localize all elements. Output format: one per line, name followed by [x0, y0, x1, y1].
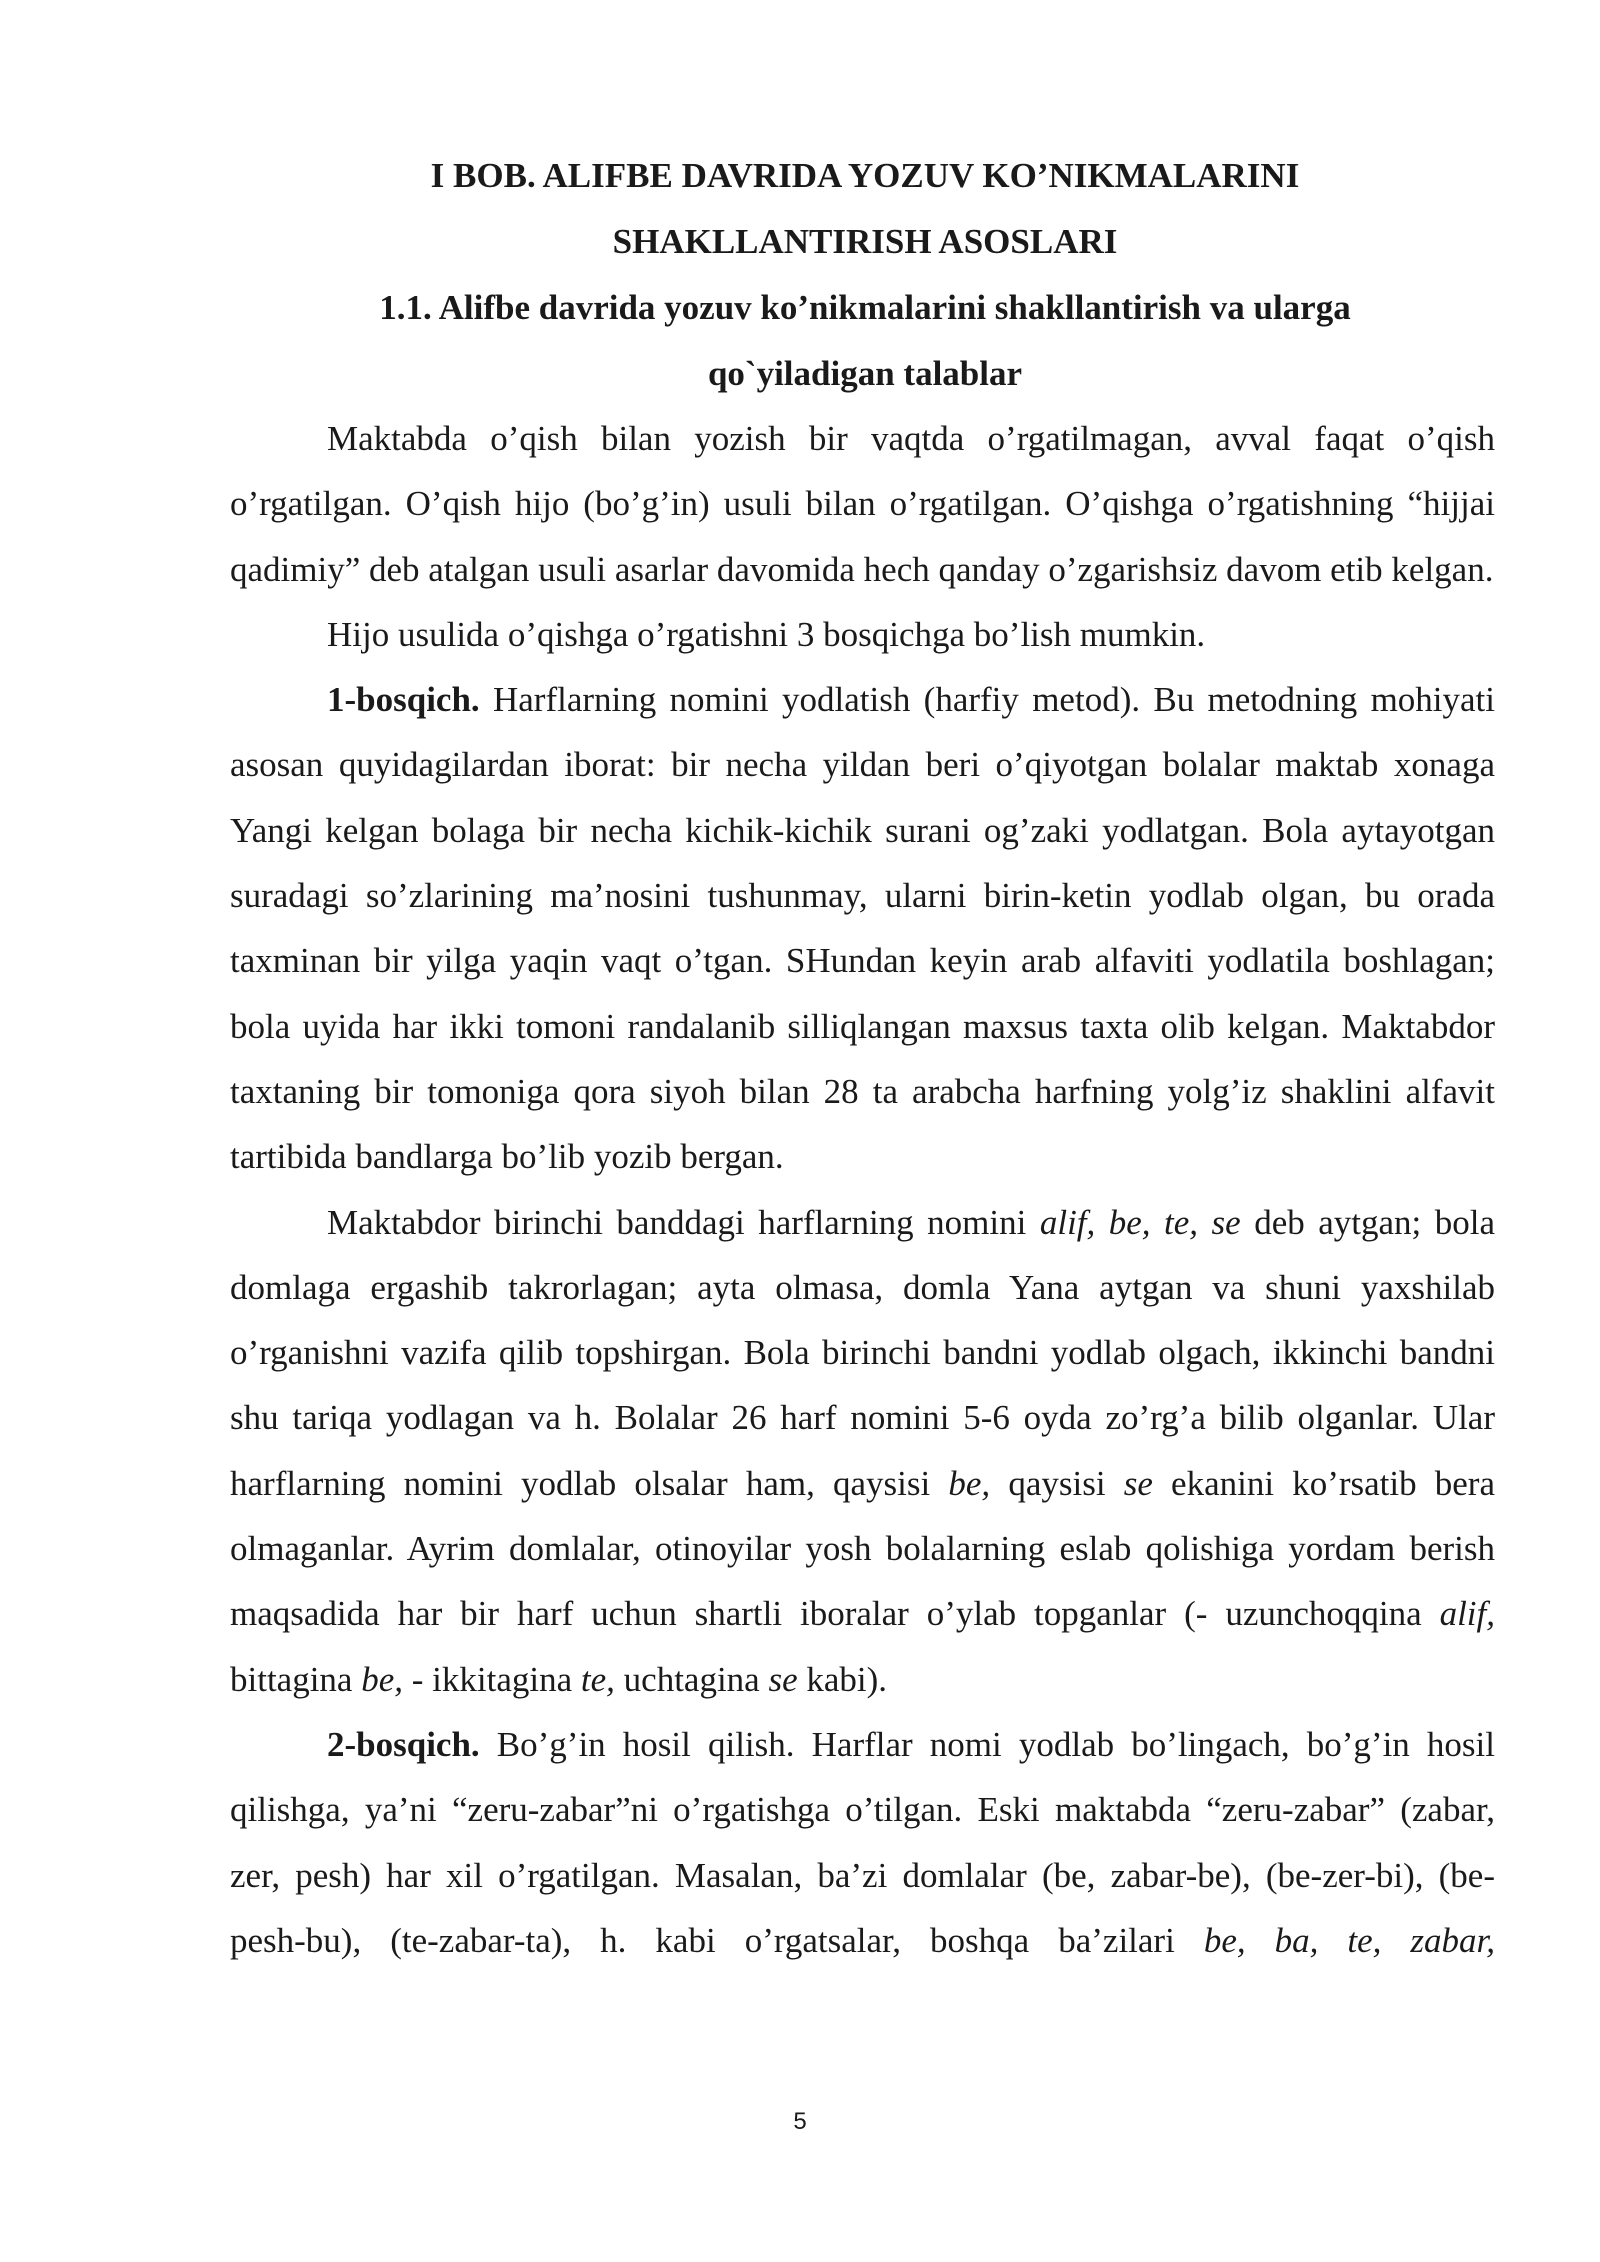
- text-run: ekanini ko’rsatib bera olmaganlar. Ayrim domlalar, otinoyilar yosh bolalarning eslab qolishiga yordam berish maqsadida har bir harf uchun shartli iboralar o’ylab topganlar (- uzunchoqqina: [230, 1463, 1495, 1634]
- paragraph-stage-2: [230, 1712, 1495, 1973]
- stage-1-text: Harflarning nomini yodlatish (harfiy metod). Bu metodning mohiyati asosan quyidagilardan iborat: bir necha yildan beri o’qiyotgan bolalar maktab xonaga Yangi kelgan bolaga bir necha kichik-kichik surani og’zaki yodlatgan. Bola aytayotgan suradagi so’zlarining ma’nosini tushunmay, ularni birin-ketin yodlab olgan, bu orada taxminan bir yilga yaqin vaqt o’tgan. SHundan keyin arab alfaviti yodlatila boshlagan; bola uyida har ikki tomoni randalanib silliqlangan maxsus taxta olib kelgan. Maktabdor taxtaning bir tomoniga qora siyoh bilan 28 ta arabcha harfning yolg’iz shaklini alfavit tartibida bandlarga bo’lib yozib bergan.: [230, 680, 1495, 1177]
- italic-run: alif,: [1439, 1594, 1495, 1634]
- chapter-title: [230, 143, 1500, 275]
- text-run: Maktabdor birinchi banddagi harflarning nomini: [327, 1202, 1040, 1242]
- text-run: deb aytgan; bola domlaga ergashib takrorlagan; ayta olmasa, domla Yana aytgan va shuni yaxshilab o’rganishni vazifa qilib topshirgan. Bola birinchi bandni yodlab olgach, ikkinchi bandni shu tariqa yodlagan va h. Bolalar 26 harf nomini 5-6 oyda zo’rg’a bilib olganlar. Ular harflarning nomini yodlab olsalar ham, qaysisi: [230, 1202, 1496, 1503]
- paragraph-letter-names: [230, 1190, 1495, 1712]
- chapter-title-line-1: I BOB. ALIFBE DAVRIDA YOZUV KO’NIKMALARINI: [430, 156, 1300, 195]
- paragraph-stage-1: [230, 667, 1495, 1189]
- text-run: bittagina: [230, 1659, 362, 1699]
- paragraph-intro: Maktabda o’qish bilan yozish bir vaqtda o’rgatilmagan, avval faqat o’qish o’rgatilgan. O’qish hijo (bo’g’in) usuli bilan o’rgatilgan. O’qishga o’rgatishning “hijjai qadimiy” deb atalgan usuli asarlar davomida hech qanday o’zgarishsiz davom etib kelgan.: [230, 419, 1495, 589]
- italic-run: be, ba, te, zabar,: [1203, 1920, 1496, 1960]
- text-run: uchtagina: [614, 1659, 769, 1699]
- italic-run: se: [1123, 1463, 1153, 1503]
- text-run: kabi).: [797, 1659, 888, 1699]
- stage-1-label: 1-bosqich.: [327, 680, 480, 720]
- stage-2-label: 2-bosqich.: [327, 1724, 480, 1764]
- section-title: [230, 275, 1500, 407]
- section-title-line-2: qo`yiladigan talablar: [707, 354, 1023, 393]
- italic-run: alif, be, te, se: [1039, 1202, 1241, 1242]
- italic-run: be,: [361, 1659, 404, 1699]
- paragraph-stages: Hijo usulida o’qishga o’rgatishni 3 bosqichga bo’lish mumkin.: [327, 614, 1206, 654]
- page-number: 5: [793, 2108, 807, 2135]
- chapter-title-line-2: SHAKLLANTIRISH ASOSLARI: [612, 222, 1118, 261]
- section-title-line-1: 1.1. Alifbe davrida yozuv ko’nikmalarini shakllantirish va ularga: [379, 288, 1351, 327]
- text-run: - ikkitagina: [403, 1659, 581, 1699]
- italic-run: se: [768, 1659, 798, 1699]
- body-text: [230, 406, 1495, 1973]
- italic-run: be,: [948, 1463, 991, 1503]
- text-run: Bo’g’in hosil qilish. Harflar nomi yodlab bo’lingach, bo’g’in hosil qilishga, ya’ni “zeru-zabar”ni o’rgatishga o’tilgan. Eski maktabda “zeru-zabar” (zabar, zer, pesh) har xil o’rgatilgan. Masalan, ba’zi domlalar (be, zabar-be), (be-zer-bi), (be-pesh-bu), (te-zabar-ta), h. kabi o’rgatsalar, boshqa ba’zilari: [230, 1724, 1495, 1960]
- italic-run: te,: [580, 1659, 615, 1699]
- text-run: qaysisi: [990, 1463, 1124, 1503]
